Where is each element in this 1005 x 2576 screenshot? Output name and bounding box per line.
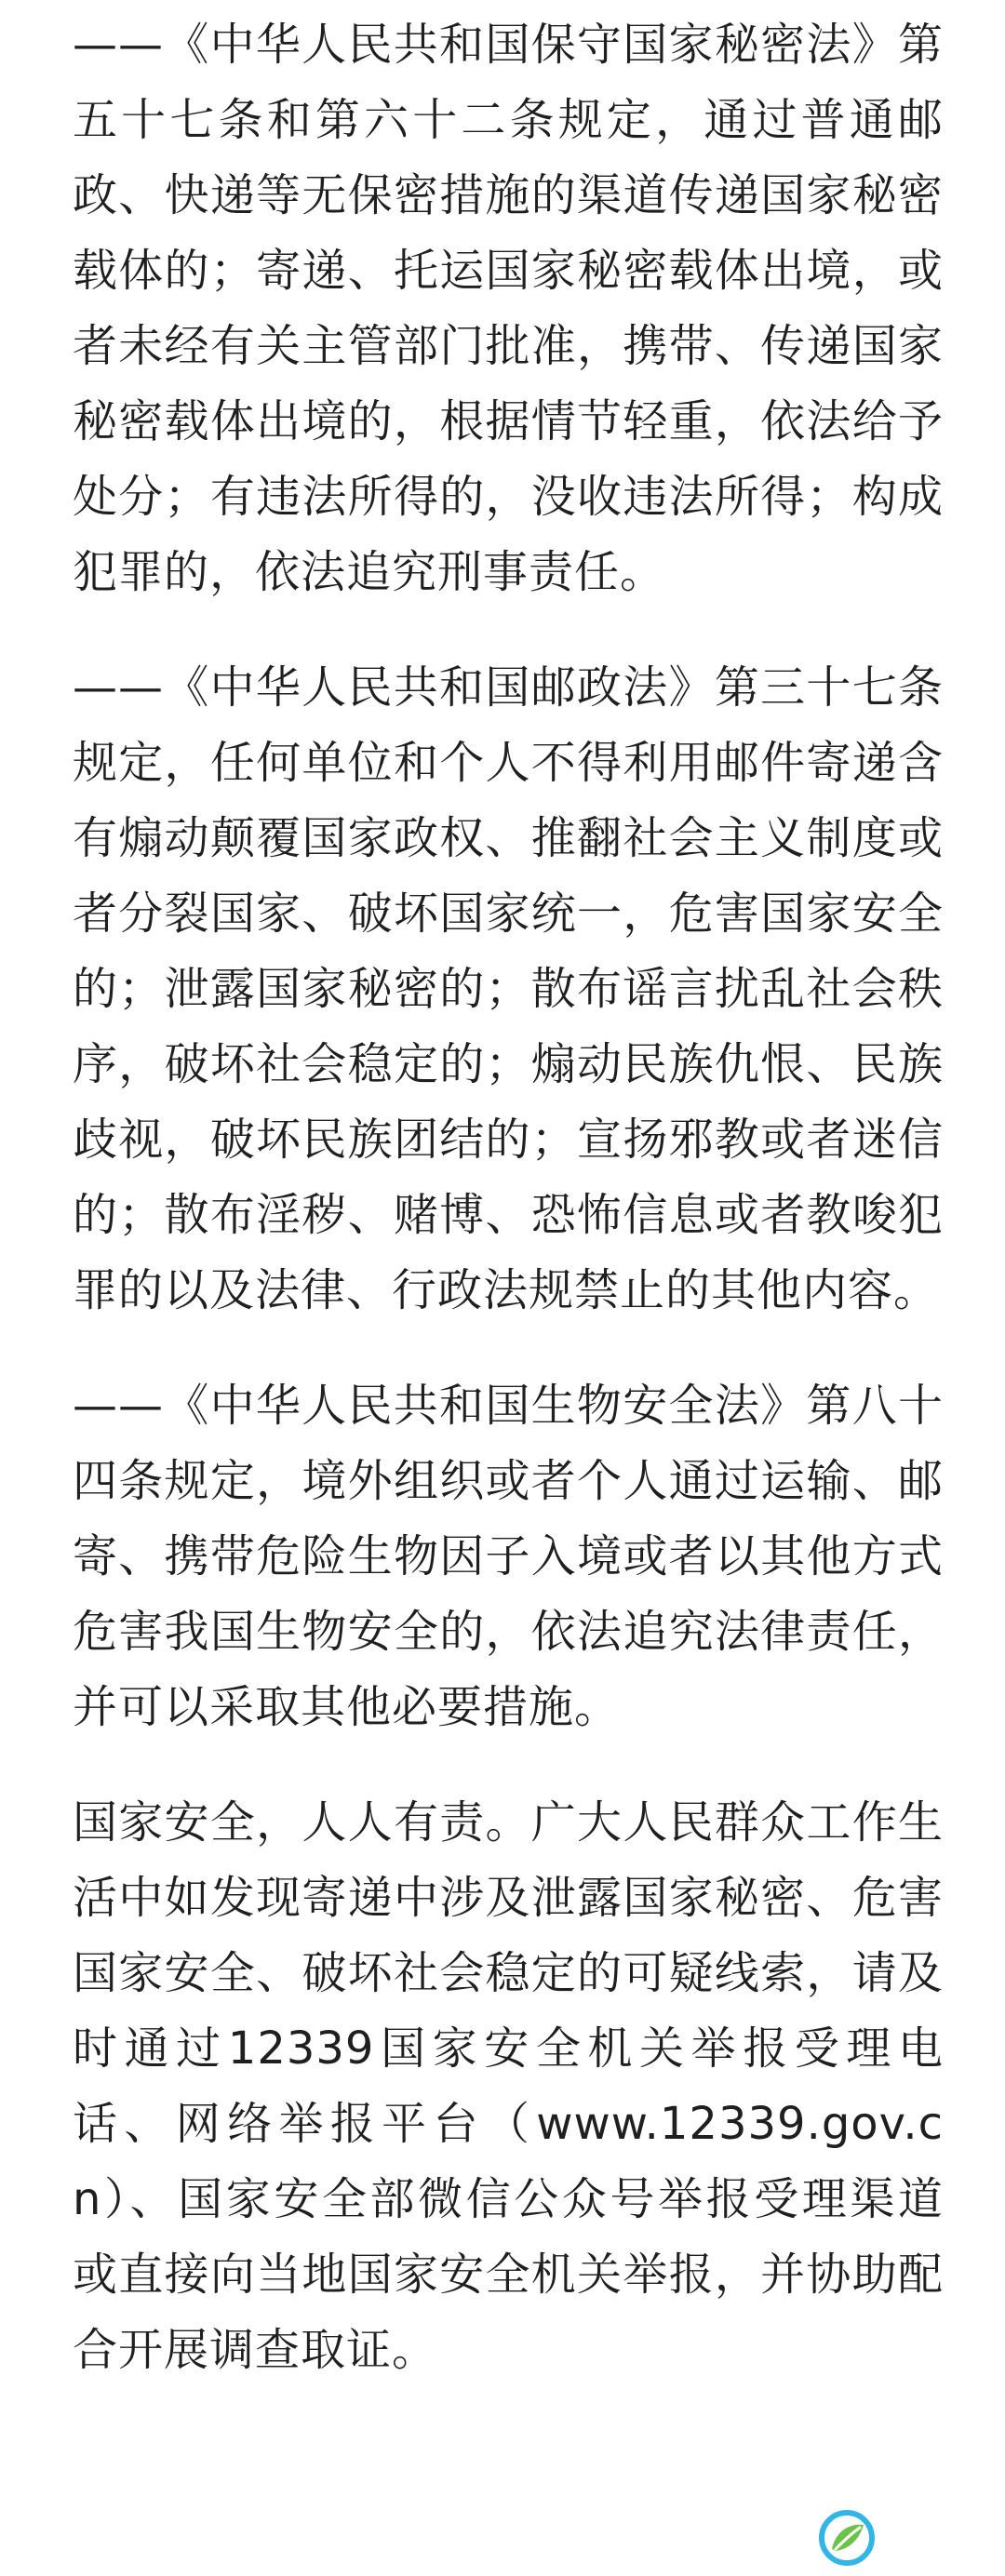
paragraph-biosecurity-law: ——《中华人民共和国生物安全法》第八十四条规定，境外组织或者个人通过运输、邮寄、携带危险生物因子入境或者以其他方式危害我国生物安全的，依法追究法律责任，并可以采取其他必要措施。 xyxy=(73,1380,944,1733)
paragraph-postal-law: ——《中华人民共和国邮政法》第三十七条规定，任何单位和个人不得利用邮件寄递含有煽动颠覆国家政权、推翻社会主义制度或者分裂国家、破坏国家统一，危害国家安全的；泄露国家秘密的；散布谣言扰乱社会秩序，破坏社会稳定的；煽动民族仇恨、民族歧视，破坏民族团结的；宣扬邪教或者迷信的；散布淫秽、赌博、恐怖信息或者教唆犯罪的以及法律、行政法规禁止的其他内容。 xyxy=(73,661,944,1316)
article-body xyxy=(73,0,944,2388)
paragraph-reporting-call: 国家安全，人人有责。广大人民群众工作生活中如发现寄递中涉及泄露国家秘密、危害国家安全、破坏社会稳定的可疑线索，请及时通过12339国家安全机关举报受理电话、网络举报平台（www.12339.gov.cn）、国家安全部微信公众号举报受理渠道或直接向当地国家安全机关举报，并协助配合开展调查取证。 xyxy=(73,1796,944,2376)
paragraph-secrets-law: ——《中华人民共和国保守国家秘密法》第五十七条和第六十二条规定，通过普通邮政、快递等无保密措施的渠道传递国家秘密载体的；寄递、托运国家秘密载体出境，或者未经有关主管部门批准，携带、传递国家秘密载体出境的，根据情节轻重，依法给予处分；有违法所得的，没收违法所得；构成犯罪的，依法追究刑事责任。 xyxy=(73,19,944,598)
leaf-logo-icon xyxy=(819,2510,875,2566)
